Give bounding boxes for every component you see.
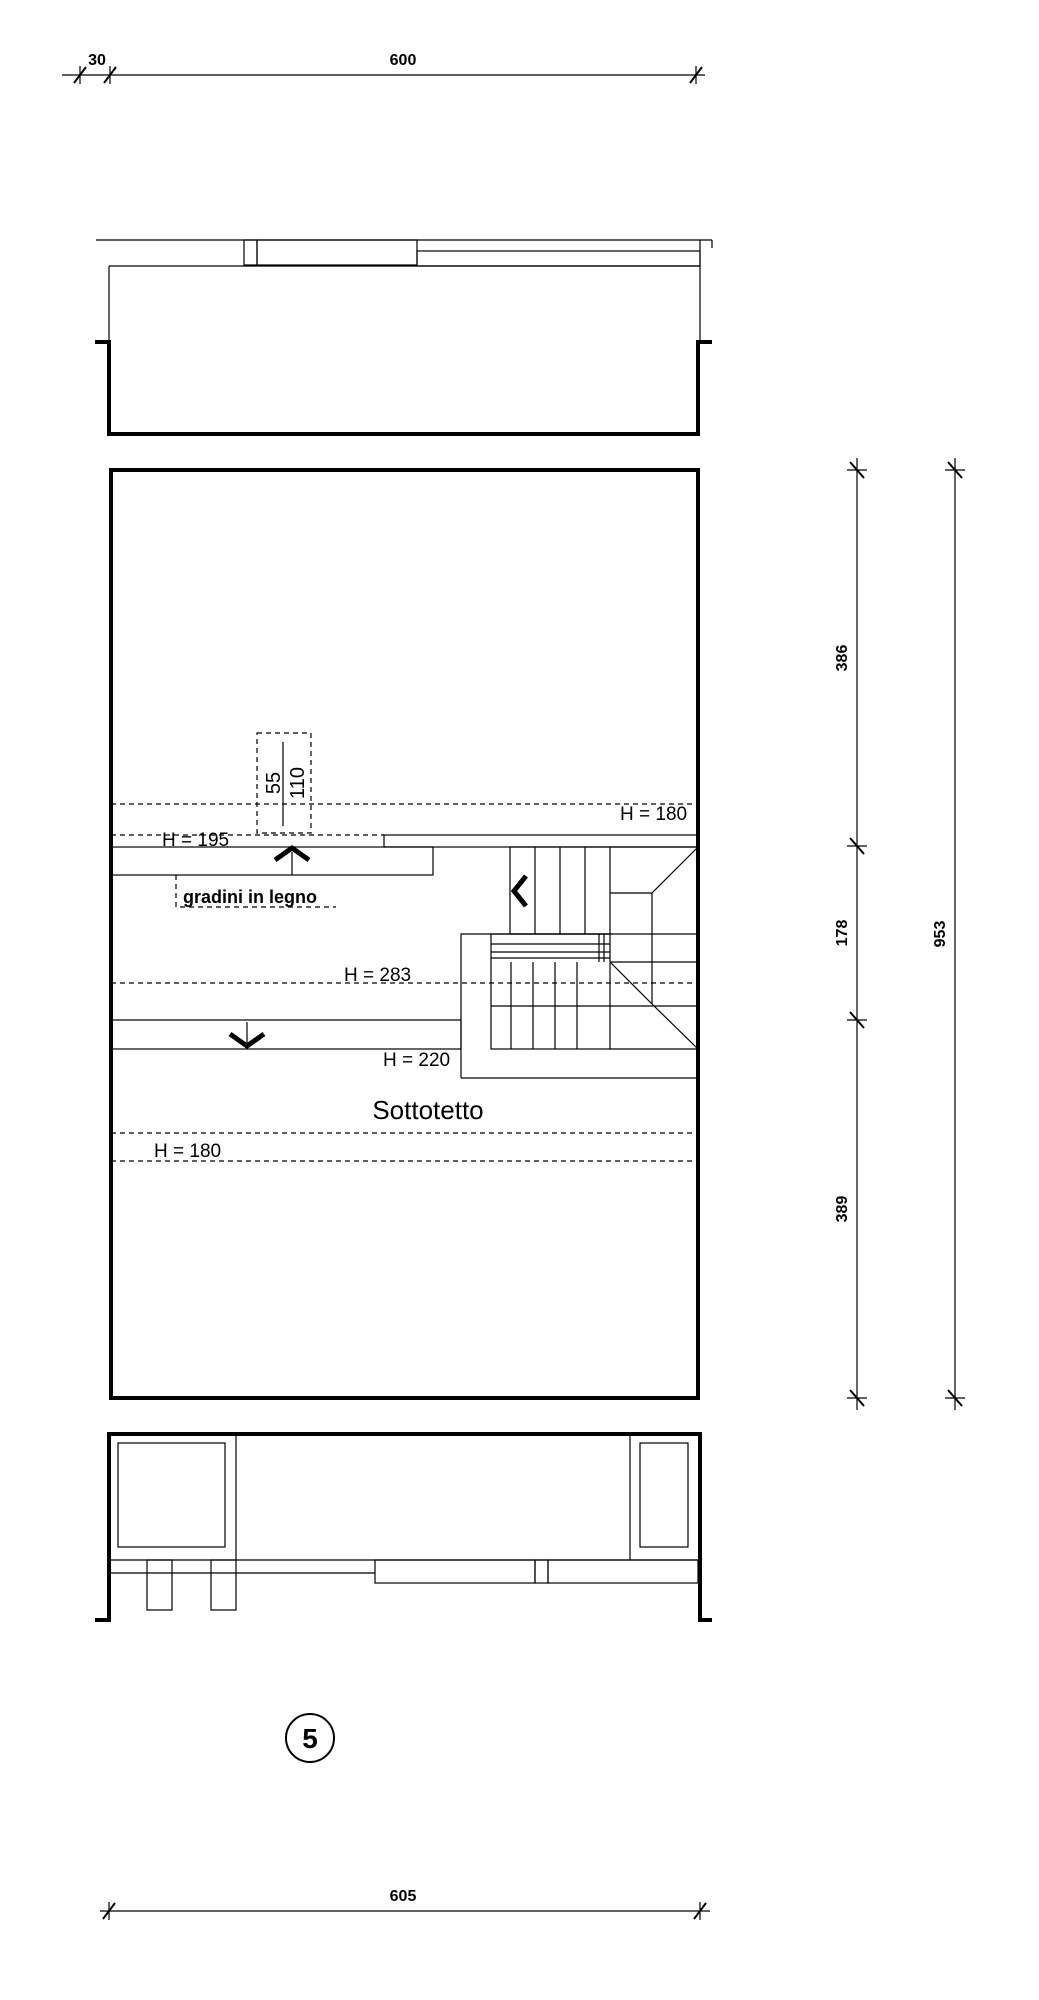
right-dimension-total xyxy=(932,458,965,1410)
roof-hatch xyxy=(257,733,311,833)
dimension-label-605: 605 xyxy=(389,1888,417,1905)
bottom-dimension-line xyxy=(100,1888,710,1920)
staircase xyxy=(461,847,698,1078)
top-dimension-line xyxy=(62,52,705,84)
plan-number-badge xyxy=(286,1714,334,1762)
stairs-note-label: gradini in legno xyxy=(183,887,317,907)
dimension-label-389: 389 xyxy=(834,1195,851,1223)
room-name-label: Sottotetto xyxy=(372,1095,484,1125)
hatch-dimension-bottom: 110 xyxy=(287,767,309,799)
bottom-balcony xyxy=(95,1434,712,1620)
slope-arrow-down xyxy=(230,1022,264,1046)
height-label-220: H = 220 xyxy=(383,1050,451,1071)
dimension-label-30: 30 xyxy=(88,52,106,69)
dimension-label-953: 953 xyxy=(932,920,949,948)
dimension-label-600: 600 xyxy=(389,52,417,69)
dimension-label-178: 178 xyxy=(834,919,851,947)
height-label-283: H = 283 xyxy=(344,965,412,986)
top-balcony xyxy=(95,240,712,434)
dimension-label-386: 386 xyxy=(834,644,851,672)
right-dimension-chain xyxy=(834,458,867,1410)
height-label-180-upper: H = 180 xyxy=(620,804,688,825)
plan-number: 5 xyxy=(302,1723,318,1754)
height-label-180-lower: H = 180 xyxy=(154,1141,222,1162)
slope-arrow-up xyxy=(275,848,309,875)
hatch-dimension-top: 55 xyxy=(263,771,285,795)
height-label-195: H = 195 xyxy=(162,830,230,851)
